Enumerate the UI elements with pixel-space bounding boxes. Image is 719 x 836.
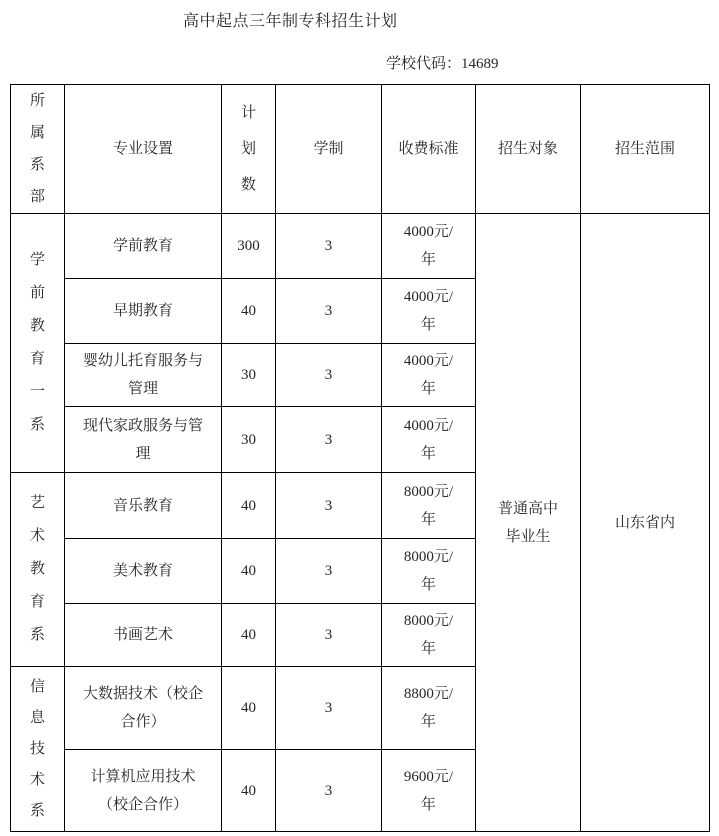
header-fee: 收费标准 <box>382 85 476 214</box>
header-duration: 学制 <box>276 85 382 214</box>
fee-cell: 8000元/ 年 <box>382 473 476 539</box>
major-cell: 婴幼儿托育服务与 管理 <box>65 344 222 407</box>
plan-cell: 40 <box>222 750 276 832</box>
duration-cell: 3 <box>276 667 382 750</box>
header-department-label: 所属系部 <box>30 93 46 205</box>
fee-cell: 8000元/ 年 <box>382 604 476 667</box>
major-cell: 计算机应用技术 （校企合作） <box>65 750 222 832</box>
plan-cell: 30 <box>222 407 276 473</box>
enrollment-plan-table <box>10 84 710 832</box>
header-department <box>11 85 65 214</box>
plan-cell: 30 <box>222 344 276 407</box>
fee-cell: 9600元/ 年 <box>382 750 476 832</box>
duration-cell: 3 <box>276 750 382 832</box>
major-cell: 现代家政服务与管 理 <box>65 407 222 473</box>
header-major: 专业设置 <box>65 85 222 214</box>
duration-cell: 3 <box>276 473 382 539</box>
header-target: 招生对象 <box>476 85 581 214</box>
plan-cell: 40 <box>222 539 276 604</box>
plan-cell: 40 <box>222 473 276 539</box>
duration-cell: 3 <box>276 604 382 667</box>
dept-label: 学前教育一系 <box>30 252 46 433</box>
header-plan-count <box>222 85 276 214</box>
major-cell: 大数据技术（校企 合作） <box>65 667 222 750</box>
duration-cell: 3 <box>276 214 382 279</box>
duration-cell: 3 <box>276 407 382 473</box>
dept-label: 艺术教育系 <box>30 495 46 643</box>
fee-cell: 4000元/ 年 <box>382 214 476 279</box>
dept-cell-preschool-education <box>11 214 65 473</box>
duration-cell: 3 <box>276 539 382 604</box>
major-cell: 学前教育 <box>65 214 222 279</box>
major-cell: 书画艺术 <box>65 604 222 667</box>
header-plan-count-label: 计划数 <box>241 105 257 193</box>
major-cell: 早期教育 <box>65 279 222 344</box>
plan-cell: 40 <box>222 604 276 667</box>
table-header-row <box>11 85 710 214</box>
header-scope: 招生范围 <box>581 85 710 214</box>
table-row <box>11 214 710 279</box>
dept-label: 信息技术系 <box>30 678 46 819</box>
fee-cell: 4000元/ 年 <box>382 344 476 407</box>
plan-cell: 40 <box>222 279 276 344</box>
major-cell: 美术教育 <box>65 539 222 604</box>
scope-cell: 山东省内 <box>581 214 710 832</box>
fee-cell: 4000元/ 年 <box>382 407 476 473</box>
school-code: 学校代码：14689 <box>386 56 499 72</box>
duration-cell: 3 <box>276 279 382 344</box>
doc-title: 高中起点三年制专科招生计划 <box>183 13 398 30</box>
fee-cell: 4000元/ 年 <box>382 279 476 344</box>
fee-cell: 8000元/ 年 <box>382 539 476 604</box>
major-cell: 音乐教育 <box>65 473 222 539</box>
dept-cell-art-education <box>11 473 65 667</box>
plan-cell: 40 <box>222 667 276 750</box>
duration-cell: 3 <box>276 344 382 407</box>
target-cell: 普通高中 毕业生 <box>476 214 581 832</box>
plan-cell: 300 <box>222 214 276 279</box>
dept-cell-information-technology <box>11 667 65 832</box>
fee-cell: 8800元/ 年 <box>382 667 476 750</box>
